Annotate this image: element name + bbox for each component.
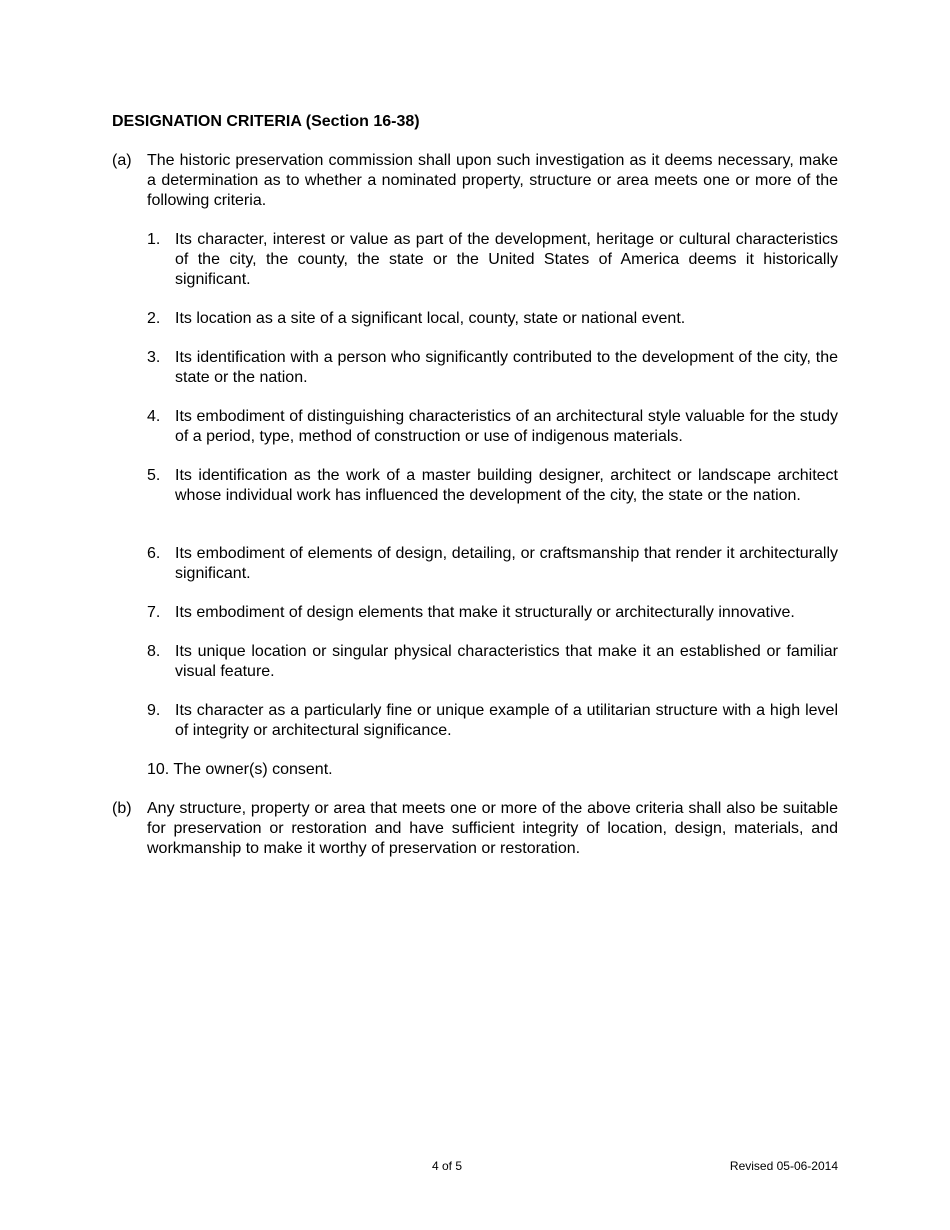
criterion-item (147, 603, 838, 623)
criterion-number: 7. (147, 604, 161, 621)
paragraph-a (112, 151, 838, 210)
criterion-text: Its location as a site of a significant local, county, state or national event. (175, 310, 686, 327)
criterion-text: Its embodiment of design elements that make it structurally or architecturally innovative. (175, 604, 795, 621)
criterion-text (147, 760, 838, 780)
section-heading-close: ) (414, 113, 420, 130)
criterion-item (147, 309, 838, 329)
criterion-number: 1. (147, 231, 161, 248)
paragraph-a-text: The historic preservation commission shall upon such investigation as it deems necessary, make a determination as to whether a nominated property, structure or area meets one or more of the following criteria. (147, 152, 838, 209)
criterion-text: Its unique location or singular physical characteristics that make it an established or familiar visual feature. (175, 643, 838, 680)
criterion-item (147, 407, 838, 447)
criterion-number: 5. (147, 467, 161, 484)
paragraph-a-marker: (a) (112, 152, 132, 169)
section-heading (112, 112, 420, 132)
paragraph-b-text: Any structure, property or area that meets one or more of the above criteria shall also be suitable for preservation or restoration and have sufficient integrity of location, design, materials, and workmanship to make it worthy of preservation or restoration. (147, 800, 838, 857)
criterion-item (147, 544, 838, 584)
criterion-item (147, 348, 838, 388)
criterion-number: 4. (147, 408, 161, 425)
criterion-text: Its identification as the work of a master building designer, architect or landscape architect whose individual work has influenced the development of the city, the state or the nation. (175, 467, 838, 504)
criterion-number: 2. (147, 310, 161, 327)
criterion-item (147, 760, 838, 780)
criterion-number: 10. (147, 761, 170, 778)
criterion-number: 8. (147, 643, 161, 660)
paragraph-b (112, 799, 838, 858)
criterion-item (147, 230, 838, 289)
paragraph-b-marker: (b) (112, 800, 132, 817)
criterion-number: 3. (147, 349, 161, 366)
criterion-text: Its embodiment of distinguishing characteristics of an architectural style valuable for the study of a period, type, method of construction or use of indigenous materials. (175, 408, 838, 445)
criterion-text: Its character, interest or value as part of the development, heritage or cultural characteristics of the city, the county, the state or the United States of America deems it historically significant. (175, 231, 838, 288)
page-number: 4 of 5 (431, 1159, 463, 1173)
criterion-text: Its character as a particularly fine or unique example of a utilitarian structure with a high level of integrity or architectural significance. (175, 702, 838, 739)
criterion-item (147, 701, 838, 741)
criterion-text: Its identification with a person who significantly contributed to the development of the city, the state or the nation. (175, 349, 838, 386)
criterion-item (147, 642, 838, 682)
criterion-number: 9. (147, 702, 161, 719)
criterion-text-body: The owner(s) consent. (173, 761, 333, 778)
revision-date: Revised 05-06-2014 (729, 1159, 838, 1173)
criterion-number: 6. (147, 545, 161, 562)
section-heading-text: DESIGNATION CRITERIA (Section 16-38 (112, 113, 415, 130)
criterion-item (147, 466, 838, 506)
criterion-text: Its embodiment of elements of design, detailing, or craftsmanship that render it architecturally significant. (175, 545, 838, 582)
